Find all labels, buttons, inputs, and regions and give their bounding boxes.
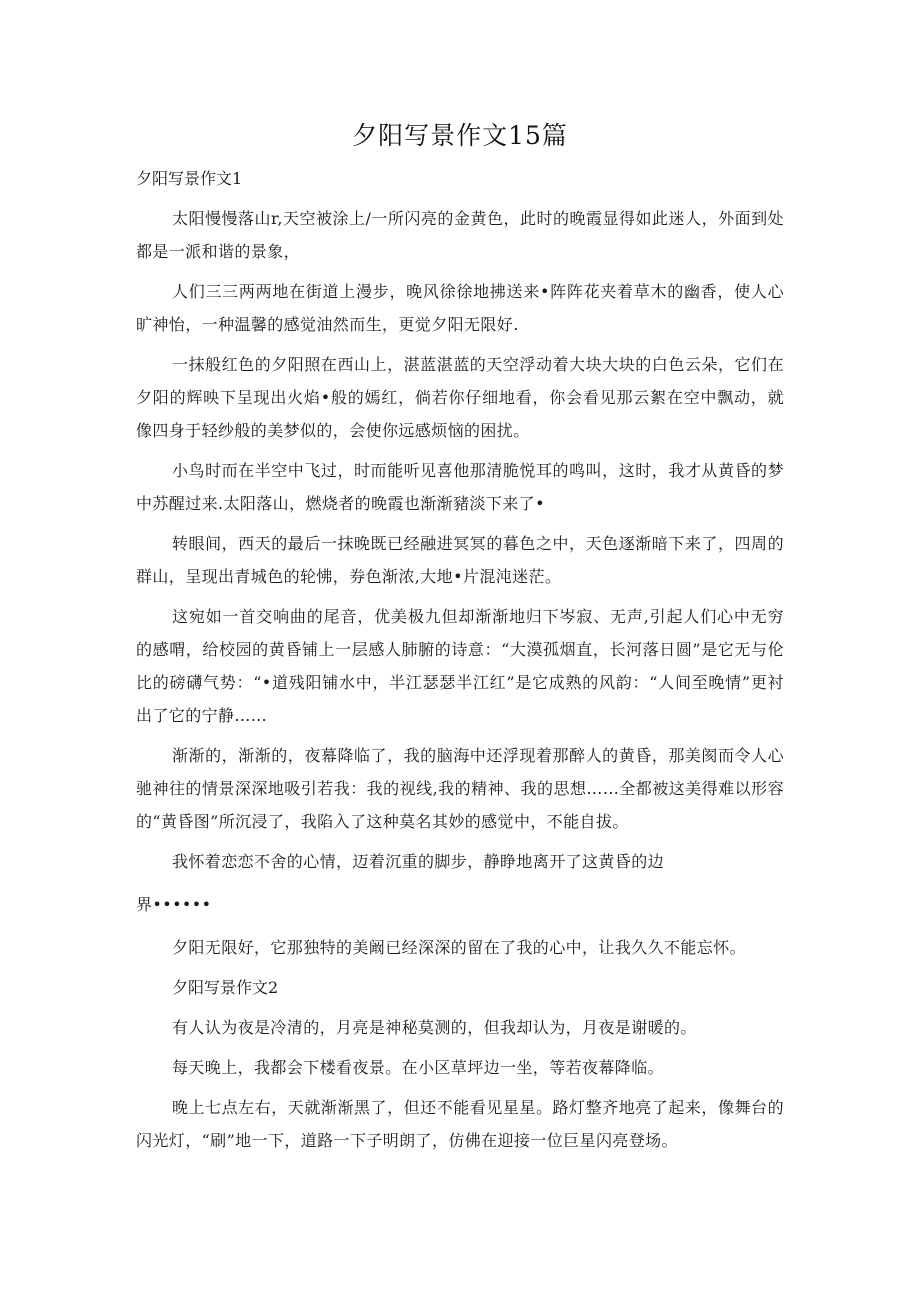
paragraph: 一抹般红色的夕阳照在西山上，湛蓝湛蓝的天空浮动着大块大块的白色云朵，它们在夕阳的辉映下呈现出火焰•般的嫣红，倘若你仔细地看，你会看见那云絮在空中飘动，就像四身于轻纱般的美梦似的，会使你远感烦恼的困扰。 — [136, 355, 784, 440]
section-heading: 夕阳写景作文1 — [136, 169, 243, 188]
document-title: 夕阳写景作文15篇 — [352, 121, 568, 150]
paragraph: 晚上七点左右，天就渐渐黑了，但还不能看见星星。路灯整齐地亮了起来，像舞台的闪光灯，“刷”地一下，道路一下子明朗了，仿佛在迎接一位巨星闪亮登场。 — [136, 1098, 784, 1150]
paragraph: 太阳慢慢落山r,天空被涂上/一所闪亮的金黄色，此时的晚霞显得如此迷人，外面到处都是一派和谐的景象， — [136, 209, 784, 261]
paragraph: 小鸟时而在半空中飞过，时而能听见喜他那清脆悦耳的鸣叫，这时，我才从黄昏的梦中苏醒过来.太阳落山，燃烧者的晚霞也渐渐豬淡下来了• — [136, 461, 784, 513]
paragraph: 人们三三两两地在街道上漫步，晚风徐徐地拂送来•阵阵花夹着草木的幽香，使人心旷神怡，一种温馨的感觉油然而生，更觉夕阳无限好. — [136, 282, 784, 334]
paragraph: 每天晚上，我都会下楼看夜景。在小区草坪边一坐，等若夜幕降临。 — [172, 1058, 665, 1077]
paragraph: 我怀着恋恋不舍的心情，迈着沉重的脚步，静睁地离开了这黄昏的边 — [172, 852, 665, 871]
paragraph: 渐渐的，渐渐的，夜幕降临了，我的脑海中还浮现着那醉人的黄昏，那美阂而令人心驰神往的情景深深地吸引若我：我的视线,我的精神、我的思想……全都被这美得难以形容的“黄昏图”所沉浸了，我陷入了这种莫名其妙的感觉中，不能自拔。 — [136, 746, 784, 831]
paragraph: 有人认为夜是冷清的，月亮是神秘莫测的，但我却认为，月夜是谢暖的。 — [172, 1018, 697, 1037]
document-body — [136, 162, 784, 1164]
section-heading: 夕阳写景作文2 — [172, 978, 279, 997]
paragraph: 这宛如一首交响曲的尾音，优美极九但却渐渐地归下岑寂、无声,引起人们心中无穷的感喟，给校园的黄昏铺上一层感人肺腑的诗意：“大漠孤烟直，长河落日圆”是它无与伦比的磅礴气势：“•道残阳铺水中，半江瑟瑟半江红”是它成熟的风韵：“人间至晚情”更衬出了它的宁静…… — [136, 607, 784, 725]
paragraph: 转眼间，西天的最后一抹晚既已经融进冥冥的暮色之中，天色逐渐暗下来了，四周的群山，呈现出青城色的轮怫，券色渐浓,大地•片混沌迷茫。 — [136, 534, 784, 586]
paragraph: 夕阳无限好，它那独特的美阚已经深深的留在了我的心中，让我久久不能忘怀。 — [172, 938, 747, 957]
paragraph-continuation: 界•••••• — [136, 895, 212, 914]
